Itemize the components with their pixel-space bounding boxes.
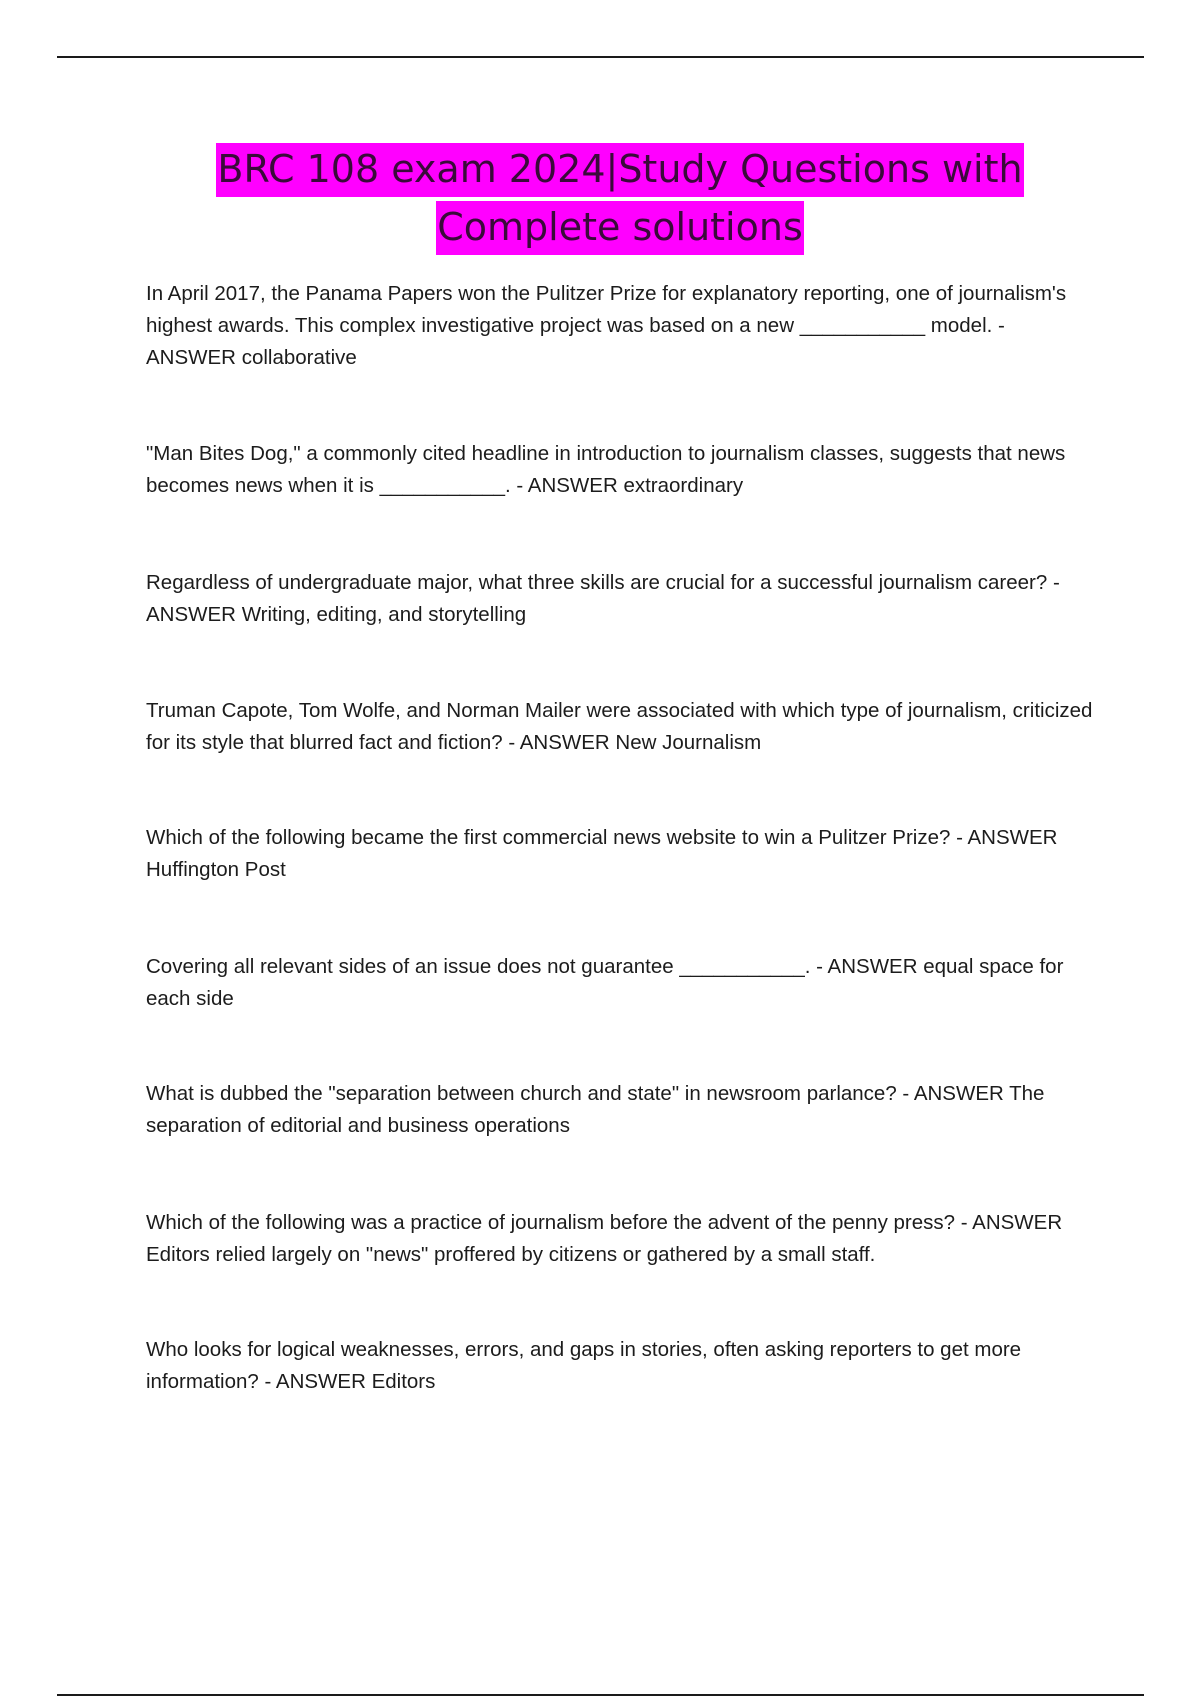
answer-text: New Journalism — [615, 731, 762, 754]
qa-item — [146, 695, 1096, 759]
answer-text: Editors relied largely on "news" proffered by citizens or gathered by a small staff. — [146, 1243, 876, 1266]
qa-item — [146, 1078, 1096, 1142]
answer-text: collaborative — [241, 346, 357, 369]
question-text: Truman Capote, Tom Wolfe, and Norman Mailer were associated with which type of journalism, criticized for its style that blurred fact and fiction? — [146, 699, 1093, 754]
question-text: Which of the following became the first commercial news website to win a Pulitzer Prize? — [146, 826, 951, 849]
qa-item — [146, 567, 1096, 631]
answer-text: Writing, editing, and storytelling — [241, 603, 527, 626]
qa-item — [146, 1207, 1096, 1271]
qa-item — [146, 438, 1096, 502]
answer-separator: - ANSWER — [896, 1082, 1010, 1105]
document-title — [100, 143, 1140, 255]
answer-separator: - ANSWER — [955, 1211, 1063, 1234]
answer-separator: - ANSWER — [258, 1370, 372, 1393]
answer-text: extraordinary — [623, 474, 744, 497]
qa-item — [146, 1334, 1096, 1398]
answer-separator: - ANSWER — [146, 314, 1005, 369]
answer-separator: - ANSWER — [510, 474, 624, 497]
question-text: Which of the following was a practice of journalism before the advent of the penny press? — [146, 1211, 956, 1234]
bottom-rule — [57, 1694, 1144, 1696]
question-text: "Man Bites Dog," a commonly cited headline in introduction to journalism classes, suggests that news becomes news when it is ___________. — [146, 442, 1066, 497]
top-rule — [57, 56, 1144, 58]
question-text: Covering all relevant sides of an issue does not guarantee ___________. — [146, 955, 811, 978]
question-text: Who looks for logical weaknesses, errors, and gaps in stories, often asking reporters to get more information? — [146, 1338, 1022, 1393]
answer-text: equal space for each side — [146, 955, 1064, 1010]
title-line-2: Complete solutions — [436, 201, 804, 255]
answer-text: Huffington Post — [146, 858, 286, 881]
answer-separator: - ANSWER — [146, 571, 1060, 626]
title-line-1: BRC 108 exam 2024|Study Questions with — [216, 143, 1023, 197]
answer-text: The separation of editorial and business operations — [146, 1082, 1045, 1137]
answer-text: Editors — [371, 1370, 436, 1393]
answer-separator: - ANSWER — [950, 826, 1058, 849]
question-text: In April 2017, the Panama Papers won the Pulitzer Prize for explanatory reporting, one of journalism's highest awards. This complex investigative project was based on a new ___________ model. — [146, 282, 1067, 337]
question-text: What is dubbed the "separation between church and state" in newsroom parlance? — [146, 1082, 897, 1105]
question-text: Regardless of undergraduate major, what three skills are crucial for a successful journalism career? — [146, 571, 1048, 594]
qa-item — [146, 822, 1096, 886]
qa-item — [146, 951, 1096, 1015]
answer-separator: - ANSWER — [502, 731, 616, 754]
answer-separator: - ANSWER — [810, 955, 924, 978]
qa-item — [146, 278, 1096, 374]
